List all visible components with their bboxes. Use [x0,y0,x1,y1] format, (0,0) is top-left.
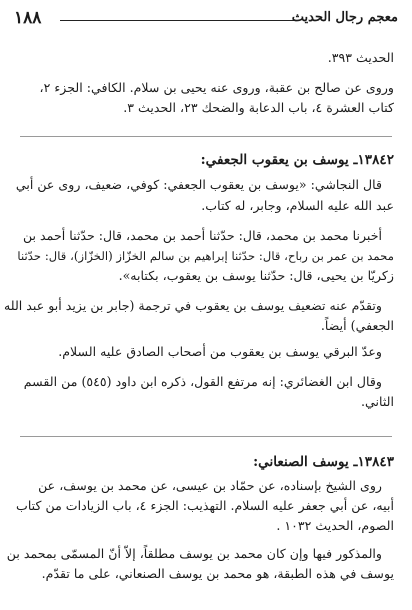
entry-heading: ١٣٨٤٢ـ يوسف بن يعقوب الجعفي: [200,152,394,168]
text-line: كتاب العشرة ٤، باب الدعابة والضحك ٢٣، الحديث ٣. [123,100,394,115]
text-line: وعدّ البرقي يوسف بن يعقوب من أصحاب الصادق عليه السلام. [58,344,382,359]
text-line: روى الشيخ بإسناده، عن حمّاد بن عيسى، عن محمد بن يوسف، عن [38,478,382,493]
text-line: والمذكور فيها وإن كان محمد بن يوسف مطلقاً، إلاّ أنّ المسمّى بمحمد بن [6,546,382,561]
text-line: قال النجاشي: «يوسف بن يعقوب الجعفي: كوفي، ضعيف، روى عن أبي [15,177,382,192]
entry-heading: ١٣٨٤٣ـ يوسف الصنعاني: [253,454,394,470]
text-line: الصوم، الحديث ١٠٣٢ . [276,518,394,533]
section-divider [20,136,392,137]
section-divider [20,436,392,437]
text-line: الحديث ٣٩٣. [327,50,394,65]
header-rule [60,20,297,21]
running-title: معجم رجال الحديث [291,10,398,25]
text-line: وروى عن صالح بن عقبة، وروى عنه يحيى بن سلام. الكافي: الجزء ٢، [39,80,394,95]
text-line: زكريّا بن يحيى، قال: حدّثنا يوسف بن يعقوب، بكتابه». [118,268,394,283]
text-line: الثاني. [361,394,394,409]
text-line: وتقدّم عنه تضعيف يوسف بن يعقوب في ترجمة (جابر بن يزيد أبو عبد الله [4,298,382,313]
text-line: محمد بن عمر بن رباح، قال: حدّثنا إبراهيم بن سالم الخزّاز (الخزّاز)، قال: حدّثنا [17,249,394,263]
text-line: يوسف في هذه الطبقة، هو محمد بن يوسف الصنعاني، على ما تقدّم. [41,566,394,581]
text-line: أخبرنا محمد بن محمد، قال: حدّثنا أحمد بن محمد، قال: حدّثنا أحمد بن [22,228,382,243]
page-number: ١٨٨ [14,8,42,28]
text-line: عبد الله عليه السلام، وجابر، له كتاب. [201,198,394,213]
text-line: الجعفي) أيضاً. [320,318,394,333]
text-line: أبيه، عن أبي جعفر عليه السلام. التهذيب: الجزء ٤، باب الزيادات من كتاب [15,498,394,513]
text-line: وقال ابن الغضائري: إنه مرتفع القول، ذكره ابن داود (٥٤٥) من القسم [23,374,382,389]
